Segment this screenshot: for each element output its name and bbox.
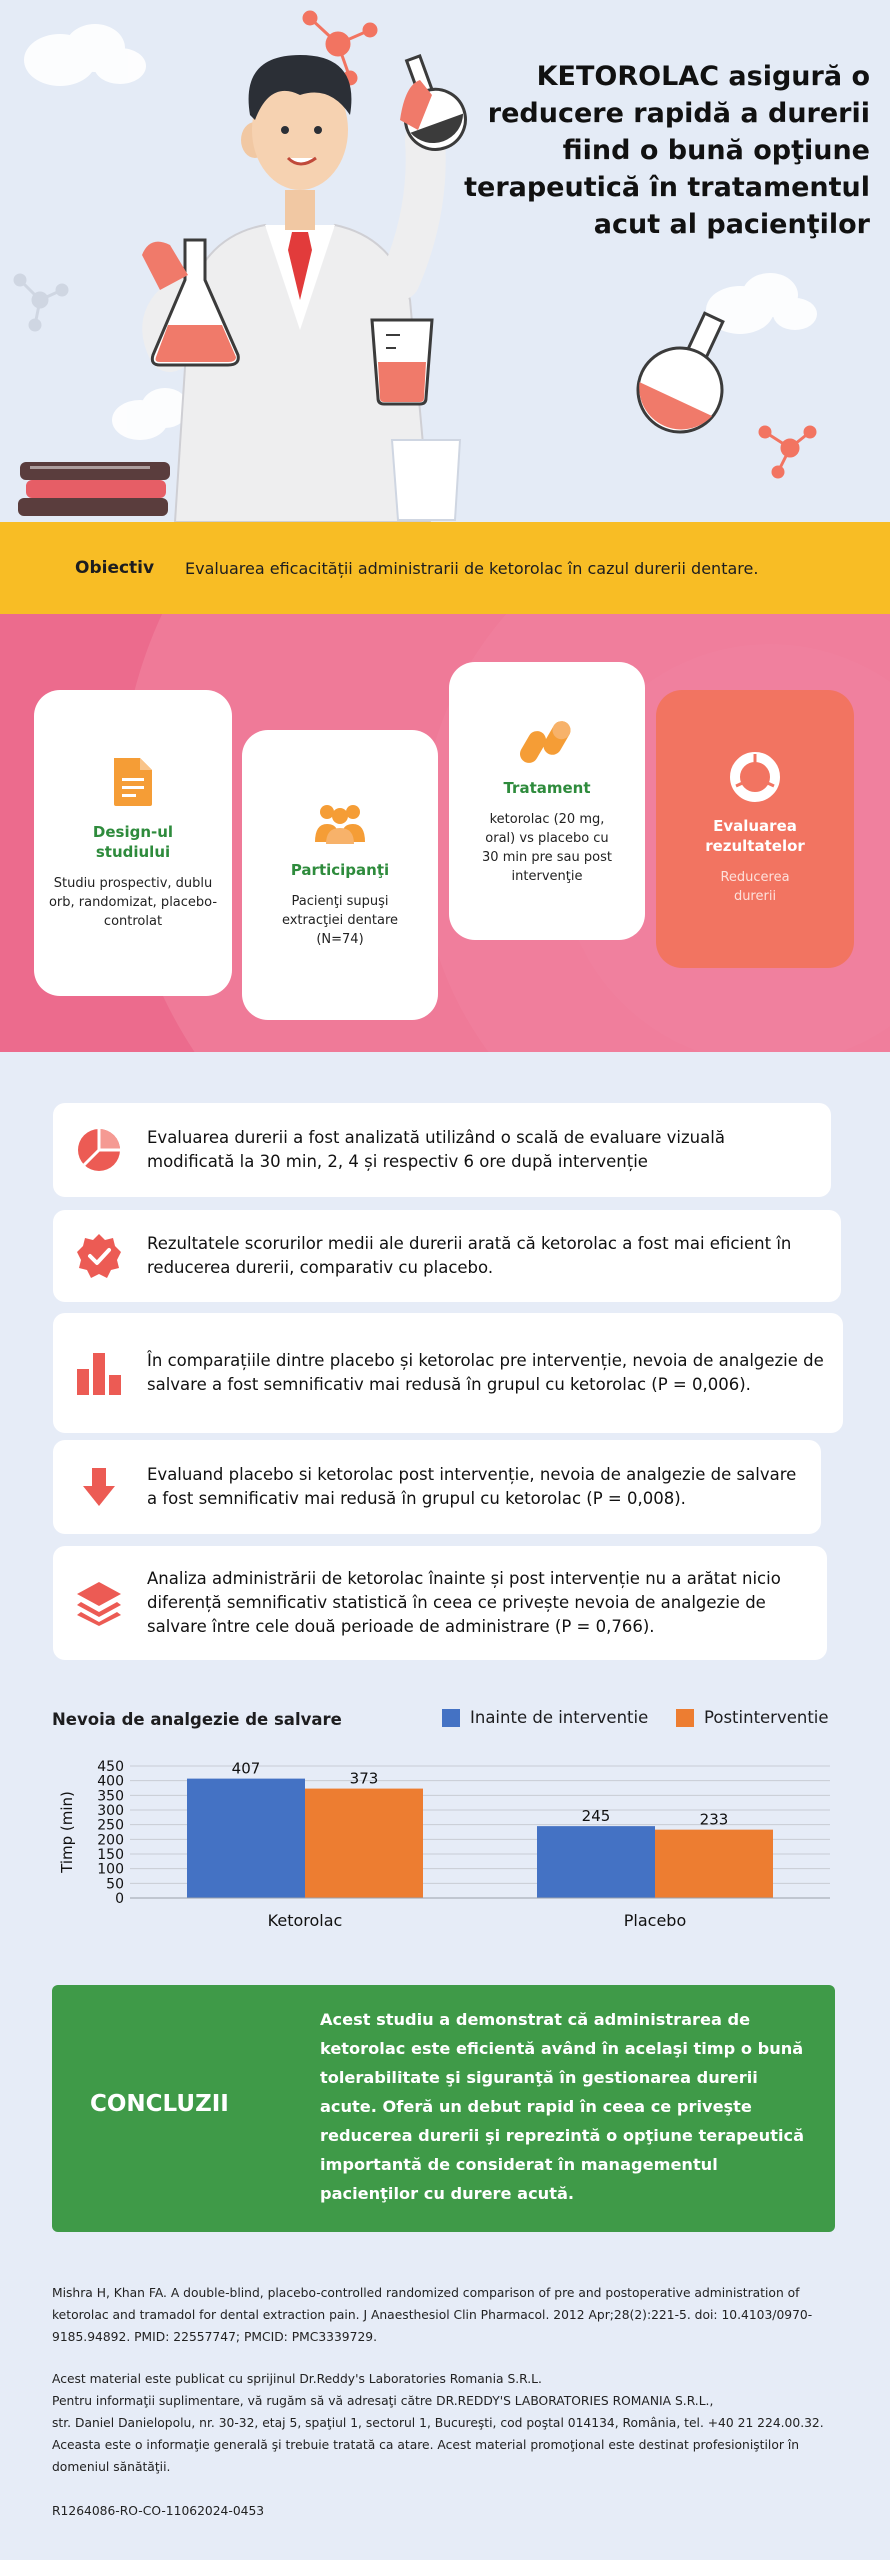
finding-item — [53, 1440, 821, 1534]
legend-item-post — [676, 1708, 829, 1727]
bar-post-placebo — [655, 1830, 773, 1898]
finding-text: Evaluand placebo si ketorolac post intervenție, nevoia de analgezie de salvare a fost semnificativ mai redusă în grupul cu ketorolac (P = 0,008). — [147, 1465, 797, 1508]
sponsor-line: Aceasta este o informaţie generală şi trebuie tratată ca atare. Acest material promoţional este destinat profesioniştilor în domeniul sănătăţii. — [52, 2438, 800, 2474]
chart-plot — [52, 1740, 842, 1940]
step-desc: Studiu prospectiv, dublu orb, randomizat, placebo-controlat — [48, 875, 218, 929]
y-tick-label: 200 — [97, 1832, 124, 1849]
y-tick-label: 350 — [97, 1788, 124, 1805]
step-card-evaluation — [656, 690, 854, 968]
conclusion-text: Acest studiu a demonstrat că administrarea de ketorolac este eficientă având în acelaşi timp o bună tolerabilitate şi siguranţă în gestionarea durerii acute. Oferă un debut rapid în ceea ce priveşte reducerea durerii şi reprezintă o opţiune terapeutică importantă de considerat în managementul pacienţilor cu durere acută. — [320, 2010, 805, 2203]
y-tick-label: 400 — [97, 1773, 124, 1790]
hero-section — [0, 0, 890, 522]
data-label: 407 — [231, 1759, 261, 1778]
bar-pre-ketorolac — [187, 1779, 305, 1898]
chart-title: Nevoia de analgezie de salvare — [52, 1710, 342, 1729]
bar-chart — [52, 1700, 842, 1940]
step-desc: ketorolac (20 mg, oral) vs placebo cu 30 min pre sau post intervenţie — [482, 812, 612, 884]
step-desc: Pacienţi supuşi extracţiei dentare (N=74) — [281, 893, 399, 947]
conclusion-box — [52, 1985, 835, 2232]
people-icon — [313, 802, 367, 850]
legend-swatch — [442, 1709, 460, 1727]
sponsor-line: Acest material este publicat cu sprijinul Dr.Reddy's Laboratories Romania S.R.L. — [52, 2372, 542, 2386]
objective-label: Obiectiv — [75, 558, 155, 578]
step-title: Tratament — [503, 779, 591, 797]
x-tick-label: Placebo — [623, 1911, 687, 1930]
y-tick-label: 450 — [97, 1759, 124, 1775]
finding-item — [53, 1546, 827, 1660]
y-axis-label: Timp (min) — [58, 1791, 76, 1873]
objective-bar — [0, 522, 890, 614]
bar-pre-placebo — [537, 1826, 655, 1898]
finding-item — [53, 1313, 843, 1433]
arrow-down-icon — [75, 1463, 123, 1511]
step-card-design — [34, 690, 232, 996]
data-label: 245 — [581, 1807, 611, 1826]
legend-swatch — [676, 1709, 694, 1727]
step-card-participants — [242, 730, 438, 1020]
document-icon — [110, 756, 156, 812]
finding-text: Rezultatele scorurilor medii ale durerii arată că ketorolac a fost mai eficient în reducerea durerii, comparativ cu placebo. — [147, 1234, 792, 1277]
document-code: R1264086-RO-CO-11062024-0453 — [52, 2504, 265, 2518]
bar-chart-icon — [75, 1349, 123, 1397]
step-card-treatment — [449, 662, 645, 940]
pie-chart-icon — [75, 1126, 123, 1174]
y-tick-label: 300 — [97, 1803, 124, 1819]
finding-item — [53, 1103, 831, 1197]
study-steps-section — [0, 614, 890, 1052]
step-title: Design-ul studiului — [92, 822, 174, 861]
finding-text: Analiza administrării de ketorolac înainte și post intervenție nu a arătat nicio diferență semnificativ statistică în ceea ce privește nevoia de analgezie de salvare între cele două perioade de administrare (P = 0,766). — [147, 1569, 781, 1636]
y-tick-label: 100 — [97, 1861, 124, 1878]
y-tick-label: 0 — [115, 1891, 124, 1907]
finding-text: În comparațiile dintre placebo și ketorolac pre intervenție, nevoia de analgezie de salvare a fost semnificativ mai redusă în grupul cu ketorolac (P = 0,006). — [147, 1351, 824, 1394]
step-title: Evaluarea rezultatelor — [705, 817, 805, 855]
y-tick-label: 150 — [97, 1847, 124, 1863]
data-label: 373 — [349, 1769, 379, 1788]
step-title: Participanţi — [290, 860, 390, 879]
donut-chart-icon — [730, 752, 780, 806]
pills-icon — [520, 716, 574, 768]
legend-label: Postinterventie — [704, 1708, 829, 1727]
y-tick-label: 50 — [106, 1876, 124, 1893]
sponsor-line: str. Daniel Danielopolu, nr. 30-32, etaj 5, spaţiul 1, sectorul 1, Bucureşti, cod poştal 014134, România, tel. +40 21 224.00.32. — [52, 2416, 824, 2430]
x-tick-label: Ketorolac — [267, 1911, 343, 1930]
legend-label: Inainte de interventie — [470, 1708, 649, 1727]
page-title: KETOROLAC asigură o reducere rapidă a durerii fiind o bună opţiune terapeutică în tratamentul acut al pacienţilor — [464, 61, 870, 240]
layers-icon — [75, 1579, 123, 1627]
bar-post-ketorolac — [305, 1789, 423, 1898]
step-desc: Reducerea durerii — [720, 870, 790, 904]
objective-text: Evaluarea eficacității administrarii de ketorolac în cazul durerii dentare. — [185, 558, 759, 578]
conclusion-label: CONCLUZII — [90, 2091, 229, 2117]
badge-check-icon — [75, 1232, 123, 1280]
finding-item — [53, 1210, 841, 1302]
y-tick-label: 250 — [97, 1817, 124, 1834]
reference-text: Mishra H, Khan FA. A double-blind, placebo-controlled randomized comparison of pre and postoperative administration of ketorolac and tramadol for dental extraction pain. J Anaesthesiol Clin Pharmacol. 2012 Apr;28(2):221-5. doi: 10.4103/0970-9185.94892. PMID: 22557747; PMCID: PMC3339729. — [52, 2286, 813, 2344]
sponsor-line: Pentru informaţii suplimentare, vă rugăm să vă adresaţi către DR.REDDY'S LABORATORIES ROMANIA S.R.L., — [52, 2394, 714, 2408]
data-label: 233 — [699, 1810, 729, 1829]
finding-text: Evaluarea durerii a fost analizată utilizând o scală de evaluare vizuală modificată la 30 min, 2, 4 și respectiv 6 ore după intervenție — [147, 1128, 725, 1171]
legend-item-pre — [442, 1708, 648, 1727]
sponsor-info — [52, 2368, 842, 2478]
